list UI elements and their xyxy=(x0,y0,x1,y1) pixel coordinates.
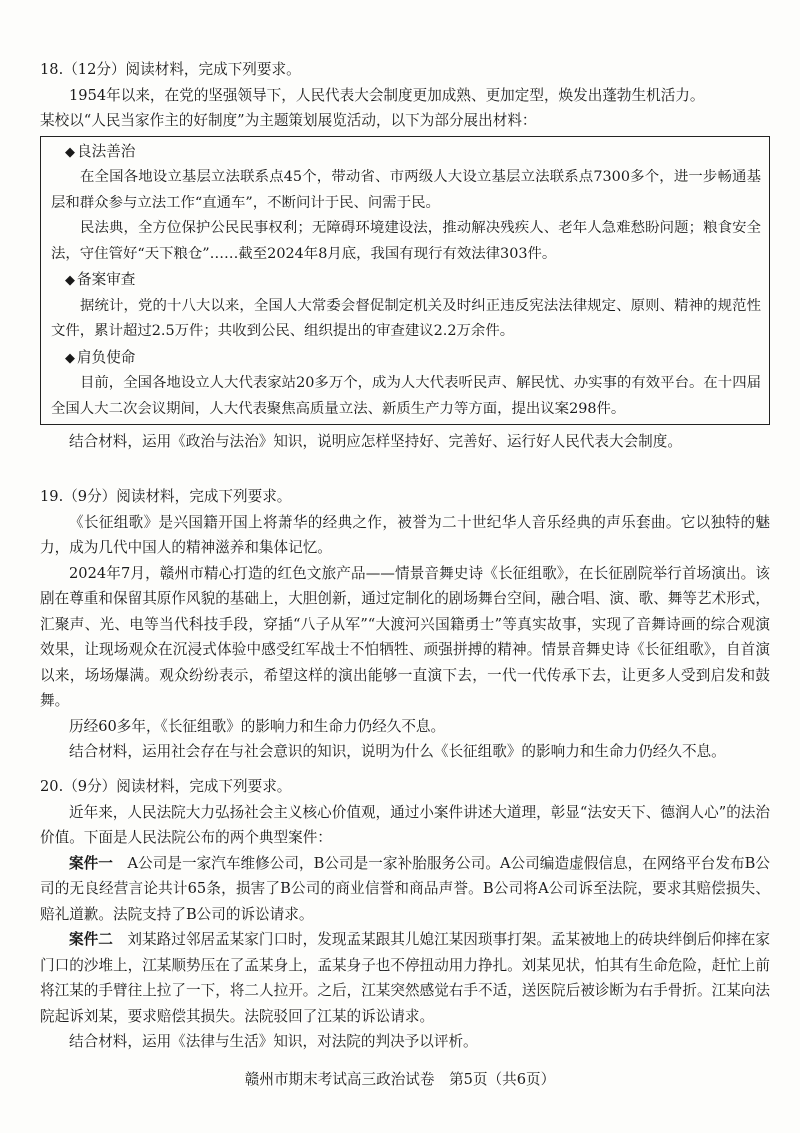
q20-title: 20.（9分）阅读材料，完成下列要求。 xyxy=(40,778,292,795)
case-1-text: A公司是一家汽车维修公司，B公司是一家补胎服务公司。A公司编造虚假信息，在网络平台发布B公司的无良经营言论共计65条，损害了B公司的商业信誉和商品声誉。B公司将A公司诉至法院，要求其赔偿损失、赔礼道歉。法院支持了B公司的诉讼请求。 xyxy=(40,854,770,923)
q18-title: 18.（12分）阅读材料，完成下列要求。 xyxy=(40,61,301,78)
question-19 xyxy=(40,484,770,765)
case-1-label: 案件一 xyxy=(69,854,113,872)
case-2-text: 刘某路过邻居孟某家门口时，发现孟某跟其儿媳江某因琐事打架。孟某被地上的砖块绊倒后仰摔在家门口的沙堆上，江某顺势压在了孟某身上，孟某身子也不停扭动用力挣扎。刘某见状，怕其有生命危险，赶忙上前将江某的手臂往上拉了一下，将二人拉开。之后，江某突然感觉右手不适，送医院后被诊断为右手骨折。江某向法院起诉刘某，要求赔偿其损失。法院驳回了江某的诉讼请求。 xyxy=(40,931,770,1025)
question-20 xyxy=(40,774,770,1055)
q19-paragraph: 《长征组歌》是兴国籍开国上将萧华的经典之作，被誉为二十世纪华人音乐经典的声乐套曲。它以独特的魅力，成为几代中国人的精神滋养和集体记忆。 xyxy=(40,513,770,556)
q20-task: 结合材料，运用《法律与生活》知识，对法院的判决予以评析。 xyxy=(69,1033,478,1050)
q18-intro-1: 1954年以来，在党的坚强领导下，人民代表大会制度更加成熟、更加定型，焕发出蓬勃生机活力。 xyxy=(69,86,705,104)
q19-task: 结合材料，运用社会存在与社会意识的知识，说明为什么《长征组歌》的影响力和生命力仍经久不息。 xyxy=(69,743,726,760)
section-heading: ◆ 备案审查 xyxy=(65,271,136,288)
q19-paragraph: 历经60多年，《长征组歌》的影响力和生命力仍经久不息。 xyxy=(69,717,446,735)
section-paragraph: 在全国各地设立基层立法联系点45个，带动省、市两级人大设立基层立法联系点7300多个，进一步畅通基层和群众参与立法工作“直通车”，不断问计于民、问需于民。 xyxy=(51,169,761,211)
diamond-bullet-icon: ◆ xyxy=(65,350,75,366)
q19-title: 19.（9分）阅读材料，完成下列要求。 xyxy=(40,488,292,505)
case-1 xyxy=(40,851,770,928)
section-paragraph: 目前，全国各地设立人大代表家站20多万个，成为人大代表听民声、解民忧、办实事的有效平台。在十四届全国人大二次会议期间，人大代表聚焦高质量立法、新质生产力等方面，提出议案298件。 xyxy=(51,375,761,417)
section-paragraph: 民法典，全方位保护公民民事权利；无障碍环境建设法，推动解决残疾人、老年人急难愁盼问题；粮食安全法，守住管好“天下粮仓”……截至2024年8月底，我国有现行有效法律303件。 xyxy=(51,220,761,262)
question-18 xyxy=(40,57,770,455)
section-paragraph: 据统计，党的十八大以来，全国人大常委会督促制定机关及时纠正违反宪法法律规定、原则、精神的规范性文件，累计超过2.5万件；共收到公民、组织提出的审查建议2.2万余件。 xyxy=(51,297,761,339)
case-2-label: 案件二 xyxy=(69,931,113,948)
section-heading: ◆ 肩负使命 xyxy=(65,348,136,366)
material-box xyxy=(40,136,770,426)
diamond-bullet-icon: ◆ xyxy=(65,144,75,160)
diamond-bullet-icon: ◆ xyxy=(65,273,75,288)
q18-intro-2: 某校以“人民当家作主的好制度”为主题策划展览活动，以下为部分展出材料： xyxy=(40,112,537,129)
q20-intro: 近年来，人民法院大力弘扬社会主义核心价值观，通过小案件讲述大道理，彰显“法安天下、德润人心”的法治价值。下面是人民法院公布的两个典型案件： xyxy=(40,803,770,846)
q19-paragraph: 2024年7月，赣州市精心打造的红色文旅产品——情景音舞史诗《长征组歌》，在长征剧院举行首场演出。该剧在尊重和保留其原作风貌的基础上，大胆创新，通过定制化的剧场舞台空间，融合唱、演、歌、舞等艺术形式，汇聚声、光、电等当代科技手段，穿插“八子从军”“大渡河兴国籍勇士”等真实故事，实现了音舞诗画的综合观演效果，让现场观众在沉浸式体验中感受红军战士不怕牺牲、顽强拼搏的精神。情景音舞史诗《长征组歌》，自首演以来，场场爆满。观众纷纷表示，希望这样的演出能够一直演下去，一代一代传承下去，让更多人受到启发和鼓舞。 xyxy=(40,564,770,709)
section-heading: ◆ 良法善治 xyxy=(65,142,136,160)
q18-task: 结合材料，运用《政治与法治》知识，说明应怎样坚持好、完善好、运行好人民代表大会制度。 xyxy=(69,433,682,450)
case-2 xyxy=(40,927,770,1029)
page-footer: 赣州市期末考试高三政治试卷 第5页（共6页） xyxy=(244,1071,556,1088)
